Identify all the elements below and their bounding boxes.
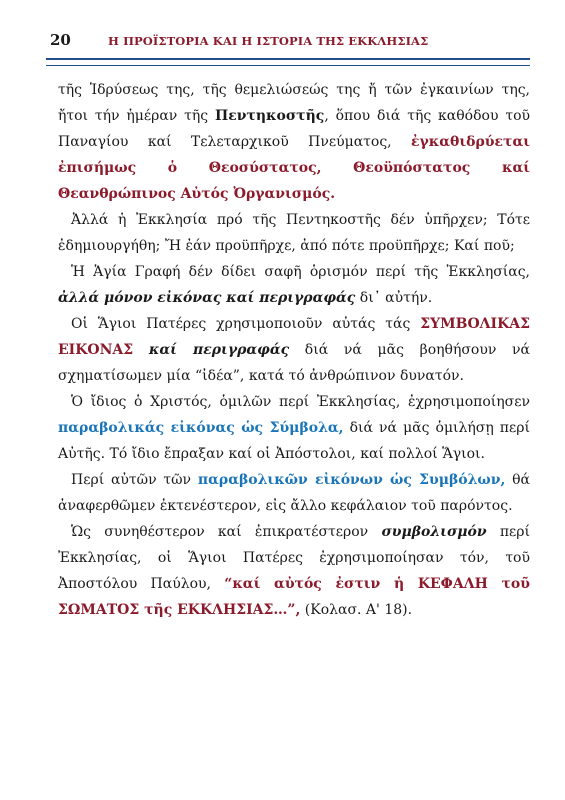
emphasis-text: συμβολισμόν xyxy=(381,524,487,540)
text-run: Οἱ Ἅγιοι Πατέρες χρησιμοποιοῦν αὐτάς τάς xyxy=(71,316,421,332)
text-run: Ὡς συνηθέστερον καί ἐπικρατέστερον xyxy=(71,524,382,540)
page-number: 20 xyxy=(50,31,71,49)
emphasis-text: “καί αὐτός ἐστιν ἡ ΚΕΦΑΛΗ τοῦ ΣΩΜΑΤΟΣ τῆς ΕΚΚΛΗΣΙΑΣ…”, xyxy=(58,576,530,618)
running-title: Η ΠΡΟΪΣΤΟΡΙΑ ΚΑΙ Η ΙΣΤΟΡΙΑ ΤΗΣ ΕΚΚΛΗΣΙΑΣ xyxy=(108,34,429,48)
text-run: (Κολασ. Α' 18). xyxy=(300,602,413,618)
paragraph xyxy=(58,389,530,467)
text-run: διά νά μᾶς ὁμιλήσῃ περί Αὐτῆς. Τό ἴδιο ἔπραξαν καί οἱ Ἀπόστολοι, καί πολλοί Ἅγιοι. xyxy=(58,420,530,462)
emphasis-text: ἐγκαθιδρύεται ἐπισήμως ὁ Θεοσύστατος, Θεοϋπόστατος καί Θεανθρώπινος Αὐτός Ὀργανισμός. xyxy=(58,134,530,202)
body-text xyxy=(58,77,530,623)
header-rule xyxy=(46,58,530,66)
text-run: Ἡ Ἁγία Γραφή δέν δίδει σαφῆ ὁρισμόν περί τῆς Ἐκκλησίας, xyxy=(71,264,530,280)
text-run: Ἀλλά ἡ Ἐκκλησία πρό τῆς Πεντηκοστῆς δέν ὑπῆρχεν; Τότε ἐδημιουργήθη; Ἤ ἐάν προϋπῆρχε, ἀπό πότε προϋπῆρχε; Καί ποῦ; xyxy=(58,212,530,254)
emphasis-text: ἀλλά μόνον εἰκόνας καί περιγραφάς xyxy=(58,290,356,306)
text-run: τῆς Ἱδρύσεως της, τῆς θεμελιώσεώς της ἤ τῶν ἐγκαινίων της, ἤτοι τήν ἡμέραν τῆς xyxy=(58,82,530,124)
text-run: περί Ἐκκλησίας, οἱ Ἅγιοι Πατέρες ἐχρησιμοποίησαν τόν, τοῦ Ἀποστόλου Παύλου, xyxy=(58,524,530,592)
emphasis-text: ΣΥΜΒΟΛΙΚΑΣ ΕΙΚΟΝΑΣ xyxy=(58,316,530,358)
text-run: Ὁ ἴδιος ὁ Χριστός, ὁμιλῶν περί Ἐκκλησίας, ἐχρησιμοποίησεν xyxy=(71,394,530,410)
paragraph xyxy=(58,519,530,623)
paragraph xyxy=(58,77,530,207)
text-run: διά νά μᾶς βοηθήσουν νά σχηματίσωμεν μία “ἰδέα”, κατά τό ἀνθρώπινον δυνατόν. xyxy=(58,342,530,384)
paragraph xyxy=(58,311,530,389)
text-run: θά ἀναφερθῶμεν ἐκτενέστερον, εἰς ἄλλο κεφάλαιον τοῦ παρόντος. xyxy=(58,472,530,514)
text-run: δι᾽ αὐτήν. xyxy=(355,290,433,306)
text-run: , ὅπου διά τῆς καθόδου τοῦ Παναγίου καί Τελεταρχικοῦ Πνεύματος, xyxy=(58,108,531,150)
emphasis-text: καί περιγραφάς xyxy=(148,342,290,358)
text-run xyxy=(133,342,149,358)
paragraph xyxy=(58,259,530,311)
emphasis-text: παραβολικῶν εἰκόνων ὡς Συμβόλων, xyxy=(197,472,506,488)
paragraph xyxy=(58,207,530,259)
page-header xyxy=(0,28,565,68)
text-run: Περί αὐτῶν τῶν xyxy=(71,472,198,488)
emphasis-text: παραβολικάς εἰκόνας ὡς Σύμβολα, xyxy=(58,420,344,436)
emphasis-text: Πεντηκοστῆς xyxy=(214,108,325,124)
paragraph xyxy=(58,467,530,519)
